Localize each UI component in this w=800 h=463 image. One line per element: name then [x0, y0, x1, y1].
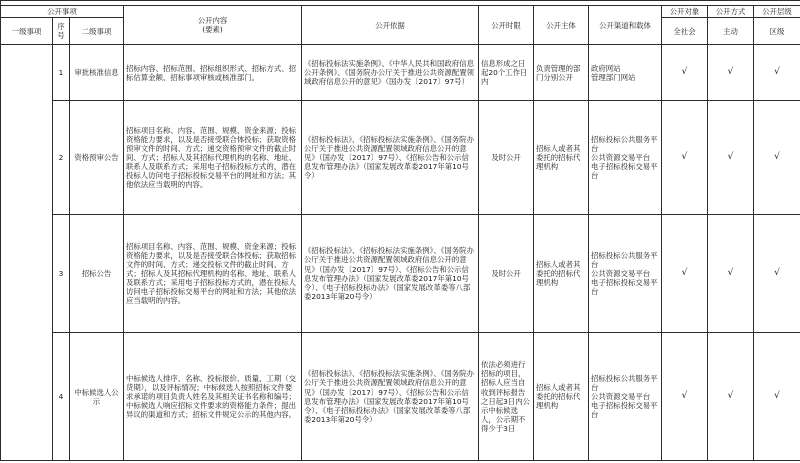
check-mark: √ — [662, 45, 708, 101]
header-basis: 公开依据 — [302, 6, 479, 45]
row-level2: 中标候选人公示 — [70, 333, 124, 461]
row-seq: 2 — [53, 101, 70, 215]
row-level2: 资格预审公告 — [70, 101, 124, 215]
row-channel: 招标投标公共服务平台 公共资源交易平台 电子招标投标交易平台 — [589, 215, 662, 333]
row-basis: 《招标投标法》、《招标投标法实施条例》、《国务院办公厅关于推进公共资源配置领域政府信息公开的意见》（国办发〔2017〕97号）、《招标公告和公示信息发布管理办法》（国家发展改革委2017年第10号令）、《电子招标投标办法》（国家发展改革委等八部委2013年第20号令） — [302, 215, 479, 333]
header-target: 公开对象 — [662, 6, 708, 18]
check-mark: √ — [754, 333, 800, 461]
row-subject: 负责管理的部门分别公开 — [534, 45, 589, 101]
header-channel: 公开渠道和载体 — [589, 6, 662, 45]
header-subject: 公开主体 — [534, 6, 589, 45]
row-seq: 1 — [53, 45, 70, 101]
header-method: 公开方式 — [708, 6, 754, 18]
row-time-limit: 及时公开 — [479, 101, 534, 215]
level1-cell — [1, 45, 53, 461]
check-mark: √ — [754, 45, 800, 101]
row-level2: 审批核准信息 — [70, 45, 124, 101]
header-level: 公开层级 — [754, 6, 800, 18]
row-basis: 《招标投标法》、《招标投标法实施条例》、《国务院办公厅关于推进公共资源配置领域政府信息公开的意见》（国办发〔2017〕97号）、《招标公告和公示信息发布管理办法》（国家发展改革委2017年第10号令） — [302, 101, 479, 215]
row-subject: 招标人或者其委托的招标代理机构 — [534, 101, 589, 215]
header-target-all: 全社会 — [662, 18, 708, 45]
row-basis: 《招标投标法》、《招标投标法实施条例》、《国务院办公厅关于推进公共资源配置领域政府信息公开的意见》（国办发〔2017〕97号）、《招标公告和公示信息发布管理办法》（国家发展改革委2017年第10号令）、《电子招标投标办法》（国家发展改革委等八部委2013年第20号令） — [302, 333, 479, 461]
row-time-limit: 及时公开 — [479, 215, 534, 333]
check-mark: √ — [662, 101, 708, 215]
row-seq: 4 — [53, 333, 70, 461]
row-basis: 《招标投标法实施条例》、《中华人民共和国政府信息公开条例》、《国务院办公厅关于推进公共资源配置领域政府信息公开的意见》（国办发〔2017〕97号） — [302, 45, 479, 101]
row-content: 招标项目名称、内容、范围、规模、资金来源；投标资格能力要求，以及是否接受联合体投标；获取资格预审文件的时间、方式；递交资格预审文件的截止时间、方式；招标人及其招标代理机构的名称、地址、联系人及联系方式；采用电子招标投标方式的，潜在投标人访问电子招标投标交易平台的网址和方法；其他依法应当载明的内容。 — [124, 101, 302, 215]
header-level1: 一级事项 — [1, 18, 53, 45]
header-content: 公开内容 (要素) — [124, 6, 302, 45]
check-mark: √ — [662, 333, 708, 461]
row-channel: 政府网站 管理部门网站 — [589, 45, 662, 101]
row-channel: 招标投标公共服务平台 公共资源交易平台 电子招标投标交易平台 — [589, 101, 662, 215]
header-seq: 序号 — [53, 18, 70, 45]
header-level2: 二级事项 — [70, 18, 124, 45]
check-mark: √ — [662, 215, 708, 333]
row-content: 中标候选人排序、名称、投标报价、质量、工期（交货期），以及评标情况；中标候选人按照招标文件要求承诺的项目负责人姓名及其相关证书名称和编号；中标候选人响应招标文件要求的资格能力条件；提出异议的渠道和方式；招标文件规定公示的其他内容。 — [124, 333, 302, 461]
table-row — [1, 101, 800, 215]
row-level2: 招标公告 — [70, 215, 124, 333]
row-content: 招标内容、招标范围、招标组织形式、招标方式、招标估算金额、招标事项审核或核准部门。 — [124, 45, 302, 101]
check-mark: √ — [708, 333, 754, 461]
table-row — [1, 215, 800, 333]
table-row — [1, 333, 800, 461]
row-subject: 招标人或者其委托的招标代理机构 — [534, 333, 589, 461]
check-mark: √ — [754, 215, 800, 333]
row-channel: 招标投标公共服务平台 公共资源交易平台 电子招标投标交易平台 — [589, 333, 662, 461]
row-subject: 招标人或者其委托的招标代理机构 — [534, 215, 589, 333]
header-method-active: 主动 — [708, 18, 754, 45]
table-row — [1, 45, 800, 101]
header-public-item: 公开事项 — [1, 6, 124, 18]
row-time-limit: 信息形成之日起20个工作日内 — [479, 45, 534, 101]
header-time-limit: 公开时限 — [479, 6, 534, 45]
row-content: 招标项目名称、内容、范围、规模、资金来源；投标资格能力要求，以及是否接受联合体投标；获取招标文件的时间、方式；递交投标文件的截止时间、方式；招标人及其招标代理机构的名称、地址、联系人及联系方式；采用电子招标投标方式的，潜在投标人访问电子招标投标交易平台的网址和方法；其他依法应当载明的内容。 — [124, 215, 302, 333]
check-mark: √ — [708, 215, 754, 333]
check-mark: √ — [754, 101, 800, 215]
row-seq: 3 — [53, 215, 70, 333]
row-time-limit: 依法必须进行招标的项目，招标人应当自收到评标报告之日起3日内公示中标候选人，公示期不得少于3日 — [479, 333, 534, 461]
check-mark: √ — [708, 45, 754, 101]
header-level-county: 区级 — [754, 18, 800, 45]
check-mark: √ — [708, 101, 754, 215]
